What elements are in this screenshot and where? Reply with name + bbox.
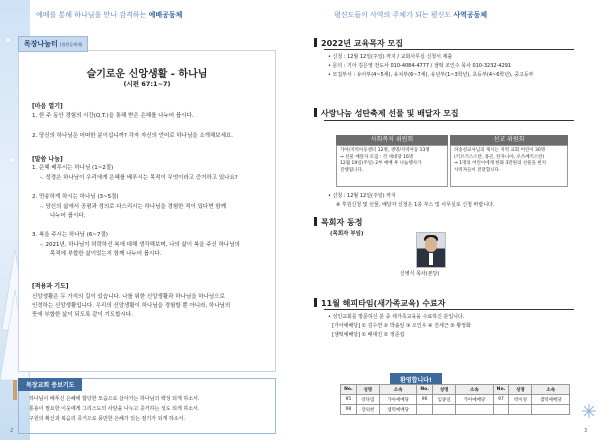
column-header: 성명	[509, 385, 532, 395]
prayer-title: 목장교회 중보기도	[18, 378, 82, 391]
text-line: 뜻에 부합한 삶이 되도록 같이 기도합시다.	[32, 312, 133, 318]
box-line: (키르기스스탄, 몽골, 탄자니아, 우즈베키스탄)	[454, 154, 545, 160]
table-cell: 임종일	[433, 395, 456, 405]
table-cell: 샘떡예배당	[532, 395, 570, 405]
box-line: 진행됩니다.	[340, 167, 364, 173]
section-title	[314, 217, 362, 228]
column-header: 성명	[433, 385, 456, 395]
text-line: 목적에 부합한 삶이었는지 함께 나누어 봅시다.	[50, 251, 162, 257]
section-heading: [적용과 기도]	[32, 283, 69, 290]
box-line: 12월 19일(주일) 2부 예배 후 나눔행사가	[340, 161, 422, 166]
section-title	[314, 298, 445, 309]
section-subtitle: (목회자 부임)	[330, 231, 364, 237]
text-line: -. 2021년, 하나님이 허락하신 복에 대해 생각해보며, 나의 삶이 복을 주신 하나님의	[40, 242, 240, 248]
section-heading: [마음 열기]	[32, 103, 63, 110]
table-cell	[509, 405, 532, 415]
divider	[324, 309, 574, 310]
header-prefix: 평신도들이 사역의 주체가 되는 평신도	[334, 11, 452, 19]
left-page	[0, 0, 300, 440]
photo-caption: 신병식 목사(본당)	[400, 271, 440, 277]
table-cell: 가아예배당	[456, 395, 493, 405]
column-header: 성명	[356, 385, 379, 395]
table-cell	[532, 405, 570, 415]
text-line: ※ 후원신청 및 선물, 배달자 신청은 1층 부스 및 사무실로 신청 바랍니다.	[336, 202, 495, 208]
table-cell: 가아예배당	[379, 395, 416, 405]
table-cell	[493, 405, 509, 415]
prayer-item: 구원의 확신과 복음의 증거으로 풍만한 은혜가 있는 절기가 되게 하소서.	[29, 416, 185, 422]
sermon-subtitle: (시편 67:1~7)	[123, 80, 171, 88]
text-line: 2. 먼송하게 하시는 하나님 (3~5절)	[32, 194, 119, 200]
section-title-text: 11월 해피타임(새가족교육) 수료자	[321, 299, 446, 308]
column-header: 소속	[532, 385, 570, 395]
text-line: • 성인교회를 방문하신 분 중 새가족교육을 수료하신 분입니다.	[328, 314, 465, 320]
divider	[324, 49, 574, 50]
box-header: 사회복지 위원회	[336, 135, 448, 145]
page-number: 2	[10, 428, 14, 434]
table-row	[341, 395, 570, 405]
text-line: 인정하는 신앙생활입니다. 우리의 신앙생활이 하나님을 경험할 뿐 아니라, 하나님의	[32, 303, 231, 309]
header-title: 예배공동체	[148, 11, 183, 19]
divider	[324, 120, 574, 121]
table-cell	[456, 405, 493, 415]
welcome-table	[340, 384, 570, 415]
table-cell	[433, 405, 456, 415]
text-line: [가아예배당] ① 김수연 ② 박솔잎 ③ 오인우 ④ 진세근 ⑤ 황정화	[332, 323, 471, 329]
welcome-title: 환영합니다!	[390, 373, 442, 386]
tag-label: 목장나눔터	[24, 40, 58, 48]
box-line: ⇒ 1명의 어린이에게 한화 3만원의 선물을 현지	[454, 161, 546, 166]
table-cell: 97	[493, 395, 509, 405]
section-title-text: 2022년 교육목자 모집	[321, 39, 403, 48]
section-heading: [말씀 나눔]	[32, 156, 63, 163]
page-header	[36, 10, 182, 20]
text-line: -. 당신의 삶에서 공평과 정의로 다스리시는 하나님을 경험한 적이 있다면 함께	[40, 204, 226, 210]
table-cell: 박이정	[509, 395, 532, 405]
section-title	[314, 38, 403, 49]
table-cell	[417, 405, 433, 415]
section-title-text: 사랑나눔 성탄축제 선물 및 배달자 모집	[321, 109, 459, 118]
text-line: 3. 복을 주시는 하나님 (6~7절)	[32, 232, 108, 238]
box-line: 사역자들이 전달합니다.	[454, 167, 501, 173]
text-line: 1. 한 주 동안 경험의 시간(Q.T.)을 통해 받은 은혜를 나누어 봅시다.	[32, 113, 194, 119]
table-cell: 95	[341, 395, 357, 405]
column-header: No.	[341, 385, 357, 395]
text-line: • 모집부서 : 유아부(4~5세), 유치부(6~7세), 유년부(1~3학년), 초등부(4~6학년), 중고등부	[328, 72, 534, 78]
column-header: No.	[493, 385, 509, 395]
prayer-item: 하나님이 베푸신 은혜에 합당한 모습으로 살아가는 하나님의 백성 되게 하소서.	[29, 396, 200, 402]
tag-small: (셀원들에게)	[59, 42, 83, 47]
prayer-item: 통용이 필요한 이웃에게 그리스도의 사랑을 나누고 증거하는 성도 되게 하소서.	[29, 406, 200, 412]
box-line: 가아/지역아동센터 12명, 생명/지역아동 13명	[340, 148, 430, 153]
section-title	[314, 108, 459, 119]
column-header: 소속	[379, 385, 416, 395]
column-header: 소속	[456, 385, 493, 395]
column-header: No.	[417, 385, 433, 395]
table-header-row	[341, 385, 570, 395]
sermon-title: 슬기로운 신앙생활 - 하나님	[86, 69, 208, 80]
info-box	[336, 145, 448, 187]
section-title-text: 목회자 동정	[321, 218, 363, 227]
header-prefix: 예배를 통해 하나님을 만나 감격하는	[36, 11, 147, 19]
text-line: 1. 은혜 베푸시는 하나님 (1~2절)	[32, 165, 114, 171]
pastor-photo	[416, 232, 446, 268]
table-cell: 샘떡예배당	[379, 405, 416, 415]
text-line: 나누어 봅시다.	[50, 213, 86, 219]
text-line: • 신청 : 12월 12일(주일) 까지 / 교회사무실 신청서 제출	[328, 54, 453, 60]
table-row	[341, 405, 570, 415]
box-header: 선교 위원회	[450, 135, 568, 145]
table-cell: 강다엽	[356, 395, 379, 405]
right-page	[300, 0, 600, 440]
info-box	[450, 145, 568, 187]
text-line: • 신청 : 12월 12일(주일) 까지	[328, 193, 396, 199]
table-cell: 장의현	[356, 405, 379, 415]
text-line: 신앙생활은 두 가지의 길이 있습니다. 나를 위한 신앙생활과 하나님을 하나님으로	[32, 294, 225, 300]
text-line: • 문의 : 기아 김은영 전도사 010-4084-4777 / 샘떡 조인수 목사 010-3232-4291	[328, 63, 512, 69]
text-line: 2. 당신의 하나님은 어떠한 분이십니까? 각자 자신의 언어로 하나님을 소개해보세요.	[32, 133, 233, 139]
text-line: -. 성경은 하나님이 우리에게 은혜를 베푸시는 목적이 무엇이라고 증거하고 있나요?	[40, 175, 238, 181]
text-line: [샘떡예배당] ① 배대진 ② 정준섭	[332, 332, 405, 338]
table-cell: 98	[341, 405, 357, 415]
header-title: 사역공동체	[453, 11, 488, 19]
page-header	[334, 10, 487, 20]
box-line: ⇒ 선물 배달자 모집 : 각 세대당 16명	[340, 154, 414, 160]
section-tag	[18, 36, 88, 52]
table-cell: 96	[417, 395, 433, 405]
box-line: 파송선교사님의 계시는 지역 교회 어린이 30명	[454, 148, 546, 153]
page-number: 3	[584, 428, 588, 434]
snowflake-icon	[582, 404, 596, 418]
